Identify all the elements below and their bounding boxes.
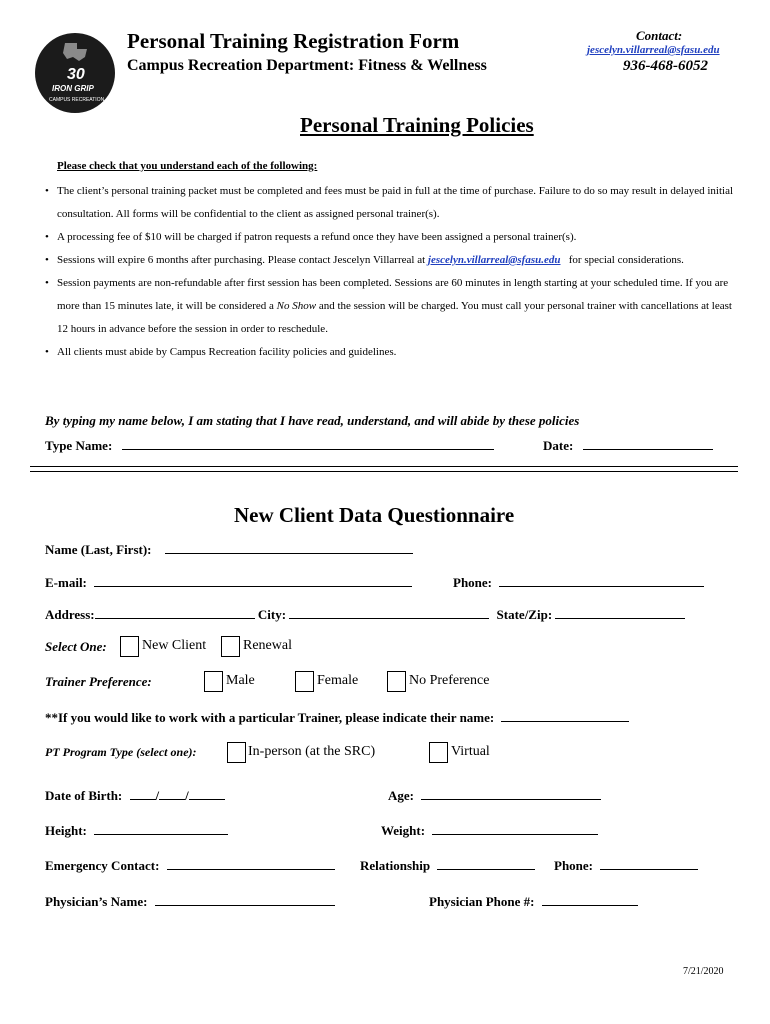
age-row: [388, 787, 601, 804]
type-name-field[interactable]: [122, 437, 494, 450]
agreement-statement: By typing my name below, I am stating that I have read, understand, and will abide by these policies: [45, 413, 580, 428]
revision-date: 7/21/2020: [683, 966, 724, 977]
policy-item-3-text: Sessions will expire 6 months after purchasing. Please contact Jescelyn Villarreal at: [57, 254, 428, 266]
phone-label: Phone:: [453, 575, 492, 590]
physician-phone-label: Physician Phone #:: [429, 894, 535, 909]
policy-list: [45, 180, 735, 364]
form-title: Personal Training Registration Form: [127, 29, 460, 53]
male-checkbox[interactable]: [204, 671, 223, 692]
city-field[interactable]: [289, 606, 489, 619]
weight-row: [381, 822, 598, 839]
name-label: Name (Last, First):: [45, 542, 152, 557]
in-person-label: In-person (at the SRC): [248, 744, 376, 759]
campus-recreation-logo: [35, 33, 115, 113]
questionnaire-heading: New Client Data Questionnaire: [234, 503, 515, 527]
policy-item-2: A processing fee of $10 will be charged if patron requests a refund once they have been assigned a personal trainer(s).: [57, 231, 577, 243]
email-field[interactable]: [94, 574, 412, 587]
policy-email-link[interactable]: jescelyn.villarreal@sfasu.edu: [427, 254, 561, 266]
form-subtitle: Campus Recreation Department: Fitness & Wellness: [127, 57, 487, 74]
weight-field[interactable]: [432, 822, 598, 835]
address-label: Address:: [45, 607, 95, 622]
dob-row: [45, 787, 225, 804]
relationship-label: Relationship: [360, 858, 431, 873]
emergency-contact-label: Emergency Contact:: [45, 858, 160, 873]
date-row: [543, 437, 713, 454]
city-label: City:: [257, 607, 287, 622]
policy-item-4-text-end: and the session will be charged. You must call your personal trainer with cancellations at least 12 hours in advance before the session in order to reschedule.: [57, 300, 732, 335]
female-checkbox[interactable]: [295, 671, 314, 692]
address-field[interactable]: [95, 606, 255, 619]
physician-row: [45, 893, 335, 910]
divider-bottom: [30, 471, 738, 472]
virtual-label: Virtual: [451, 744, 490, 759]
state-zip-field[interactable]: [555, 606, 685, 619]
logo-text-2: CAMPUS RECREATION: [49, 97, 105, 103]
no-preference-checkbox[interactable]: [387, 671, 406, 692]
relationship-field[interactable]: [437, 857, 535, 870]
new-client-label: New Client: [142, 638, 207, 653]
height-field[interactable]: [94, 822, 228, 835]
policy-item: [45, 341, 735, 364]
type-name-row: [45, 437, 494, 454]
logo-number: 30: [67, 66, 85, 83]
female-label: Female: [317, 673, 359, 688]
new-client-checkbox[interactable]: [120, 636, 139, 657]
email-label: E-mail:: [45, 575, 87, 590]
type-name-label: Type Name:: [45, 438, 113, 453]
emergency-phone-label: Phone:: [554, 858, 593, 873]
policy-item: [45, 272, 735, 341]
policy-item: [45, 249, 735, 272]
emergency-contact-field[interactable]: [167, 857, 335, 870]
age-label: Age:: [388, 788, 414, 803]
renewal-checkbox[interactable]: [221, 636, 240, 657]
policy-item-3-text-end: for special considerations.: [560, 254, 684, 266]
emergency-phone-row: [554, 857, 698, 874]
policy-item-4-text: Session payments are non-refundable after first session has been completed. Sessions are 60 minutes in length starting at your scheduled time. If you are more than 15 minutes late, it will be considered a: [57, 277, 729, 312]
trainer-preference-label: Trainer Preference:: [45, 674, 152, 689]
contact-email-link[interactable]: jescelyn.villarreal@sfasu.edu: [587, 44, 720, 56]
weight-label: Weight:: [381, 823, 426, 838]
select-one-label: Select One:: [45, 639, 107, 654]
particular-trainer-row: [45, 709, 629, 726]
dob-day-field[interactable]: [159, 787, 185, 800]
no-show-text: No Show: [276, 300, 317, 312]
logo-graphic: [35, 33, 115, 113]
in-person-checkbox[interactable]: [227, 742, 246, 763]
email-row: [45, 574, 412, 591]
policies-instruction: Please check that you understand each of the following:: [57, 160, 318, 172]
policies-heading: Personal Training Policies: [300, 113, 534, 137]
male-label: Male: [226, 673, 255, 688]
virtual-checkbox[interactable]: [429, 742, 448, 763]
phone-field[interactable]: [499, 574, 704, 587]
dob-separator: /: [185, 788, 189, 803]
logo-text-1: IRON GRIP: [52, 84, 94, 93]
policy-item: [45, 180, 735, 226]
emergency-phone-field[interactable]: [600, 857, 698, 870]
policy-item-1: The client’s personal training packet must be completed and fees must be paid in full at the time of purchase. Failure to do so may result in delayed initial consultation. All forms will be confidential to the client as assigned personal trainer(s).: [57, 185, 734, 220]
physician-phone-field[interactable]: [542, 893, 638, 906]
dob-year-field[interactable]: [189, 787, 225, 800]
dob-separator: /: [155, 788, 160, 803]
dob-month-field[interactable]: [130, 787, 156, 800]
physician-name-field[interactable]: [155, 893, 335, 906]
physician-phone-row: [429, 893, 638, 910]
renewal-label: Renewal: [243, 638, 292, 653]
name-field[interactable]: [165, 541, 413, 554]
emergency-row: [45, 857, 335, 874]
policy-item-5: All clients must abide by Campus Recreation facility policies and guidelines.: [57, 346, 397, 358]
height-label: Height:: [45, 823, 87, 838]
physician-name-label: Physician’s Name:: [45, 894, 148, 909]
contact-phone: 936-468-6052: [623, 58, 708, 74]
policy-item: [45, 226, 735, 249]
state-zip-label: State/Zip:: [496, 607, 553, 622]
program-type-label: PT Program Type (select one):: [45, 745, 197, 759]
no-preference-label: No Preference: [409, 673, 490, 688]
particular-trainer-field[interactable]: [501, 709, 629, 722]
relationship-row: [360, 857, 535, 874]
divider-top: [30, 466, 738, 467]
date-label: Date:: [543, 438, 574, 453]
address-row: [45, 606, 685, 623]
particular-trainer-label: **If you would like to work with a particular Trainer, please indicate their name:: [45, 710, 495, 725]
date-field[interactable]: [583, 437, 713, 450]
phone-row: [453, 574, 704, 591]
dob-label: Date of Birth:: [45, 788, 123, 803]
name-row: [45, 541, 413, 558]
height-row: [45, 822, 228, 839]
age-field[interactable]: [421, 787, 601, 800]
contact-label: Contact:: [636, 28, 683, 43]
